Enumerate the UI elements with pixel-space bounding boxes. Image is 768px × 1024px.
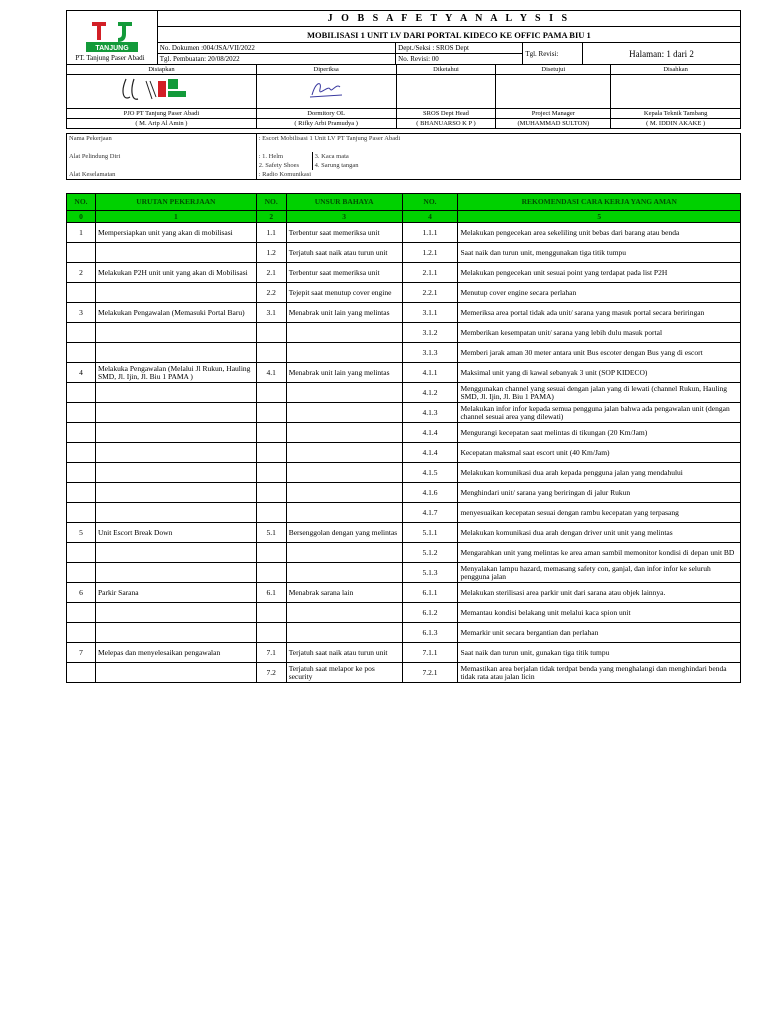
step-text: Melakukan P2H unit unit yang akan di Mobilisasi — [95, 263, 256, 283]
hazard-text: Terbentur saat memeriksa unit — [286, 223, 402, 243]
row-no: 6 — [67, 583, 96, 603]
rec-no: 4.1.4 — [402, 423, 458, 443]
hazard-no: 7.1 — [256, 643, 286, 663]
recommendation-text: Saat naik dan turun unit, menggunakan tiga titik tumpu — [458, 243, 741, 263]
rec-no: 3.1.2 — [402, 323, 458, 343]
name-disahkan: ( M. IDDIN AKAKE ) — [611, 119, 741, 129]
table-row — [67, 403, 741, 423]
table-row — [67, 303, 741, 323]
rec-no: 2.2.1 — [402, 283, 458, 303]
rec-no: 5.1.2 — [402, 543, 458, 563]
step-text: Parkir Sarana — [95, 583, 256, 603]
tgl-revisi: Tgl. Revisi: — [523, 43, 583, 65]
table-row — [67, 643, 741, 663]
table-row — [67, 663, 741, 683]
rec-no: 7.2.1 — [402, 663, 458, 683]
step-text: Mempersiapkan unit yang akan di mobilisasi — [95, 223, 256, 243]
row-no — [67, 383, 96, 403]
hazard-no — [256, 623, 286, 643]
table-row — [67, 243, 741, 263]
step-text — [95, 603, 256, 623]
table-row — [67, 443, 741, 463]
hazard-no — [256, 503, 286, 523]
rec-no: 4.1.5 — [402, 463, 458, 483]
hazard-text: Menabrak unit lain yang melintas — [286, 363, 402, 383]
hazard-text — [286, 403, 402, 423]
row-no — [67, 543, 96, 563]
step-text — [95, 623, 256, 643]
row-no — [67, 503, 96, 523]
recommendation-text: Memberi jarak aman 30 meter antara unit Bus escoter dengan Bus yang di escort — [458, 343, 741, 363]
col-index-4: 4 — [402, 211, 458, 223]
hazard-no: 2.2 — [256, 283, 286, 303]
recommendation-text: Melakukan infor infor kepada semua pengguna jalan bahwa ada pengawalan unit (dengan channel sesuai area yang dilewati) — [458, 403, 741, 423]
hazard-no: 7.2 — [256, 663, 286, 683]
rec-no: 6.1.3 — [402, 623, 458, 643]
role-disetujui: Disetujui — [496, 65, 611, 75]
row-no — [67, 563, 96, 583]
table-row — [67, 503, 741, 523]
row-no — [67, 483, 96, 503]
row-no — [67, 663, 96, 683]
hazard-no — [256, 543, 286, 563]
recommendation-text: Memarkir unit secara bergantian dan perlahan — [458, 623, 741, 643]
recommendation-text: Melakukan pengecekan area sekeliling unit bebas dari barang atau benda — [458, 223, 741, 243]
alat-keselamatan-label: Alat Keselamatan — [67, 170, 257, 180]
col-header-no: NO. — [67, 194, 96, 211]
hazard-no — [256, 443, 286, 463]
recommendation-text: Memantau kondisi belakang unit melalui kaca spion unit — [458, 603, 741, 623]
hazard-text — [286, 323, 402, 343]
step-text: Melakukan Pengawalan (Memasuki Portal Baru) — [95, 303, 256, 323]
position-ktt: Kepala Teknik Tambang — [611, 109, 741, 119]
row-no — [67, 403, 96, 423]
role-diperiksa: Diperiksa — [256, 65, 396, 75]
hazard-text: Menabrak sarana lain — [286, 583, 402, 603]
signature-disiapkan — [67, 75, 257, 109]
hazard-text — [286, 383, 402, 403]
rec-no: 4.1.6 — [402, 483, 458, 503]
hazard-no: 2.1 — [256, 263, 286, 283]
halaman: Halaman: 1 dari 2 — [583, 43, 741, 65]
step-text: Unit Escort Break Down — [95, 523, 256, 543]
table-row — [67, 423, 741, 443]
hazard-no — [256, 343, 286, 363]
col-header-bahaya: UNSUR BAHAYA — [286, 194, 402, 211]
document-subtitle: MOBILISASI 1 UNIT LV DARI PORTAL KIDECO KE OFFIC PAMA BIU 1 — [157, 27, 740, 43]
rec-no: 5.1.3 — [402, 563, 458, 583]
tanjung-logo-icon — [82, 20, 142, 54]
table-row — [67, 583, 741, 603]
signature-diketahui — [396, 75, 496, 109]
position-pjo: PJO PT Tanjung Paser Abadi — [67, 109, 257, 119]
rec-no: 3.1.3 — [402, 343, 458, 363]
hazard-text: Tejepit saat menutup cover engine — [286, 283, 402, 303]
recommendation-text: Menggunakan channel yang sesuai dengan jalan yang di lewati (channel Rukun, Hauling SMD, Jl. Ijin, Jl. Biu 1 PAMA) — [458, 383, 741, 403]
recommendation-text: Memastikan area berjalan tidak terdpat benda yang menghalangi dan menghindari benda tidak rata atau jalan licin — [458, 663, 741, 683]
col-index-3: 3 — [286, 211, 402, 223]
apd-item-1: : 1. Helm — [256, 152, 312, 161]
hazard-no — [256, 383, 286, 403]
rec-no: 1.1.1 — [402, 223, 458, 243]
step-text — [95, 283, 256, 303]
hazard-text: Terbentur saat memeriksa unit — [286, 263, 402, 283]
no-revisi: No. Revisi: 00 — [396, 54, 523, 65]
rec-no: 6.1.2 — [402, 603, 458, 623]
table-row — [67, 463, 741, 483]
hazard-no: 5.1 — [256, 523, 286, 543]
rec-no: 7.1.1 — [402, 643, 458, 663]
hazard-no: 1.1 — [256, 223, 286, 243]
col-index-5: 5 — [458, 211, 741, 223]
table-row — [67, 363, 741, 383]
hazard-text — [286, 483, 402, 503]
rec-no: 5.1.1 — [402, 523, 458, 543]
apd-item-4: 4. Sarung tangan — [312, 161, 740, 170]
apd-label: Alat Pelindung Diri — [67, 152, 257, 161]
hazard-no — [256, 403, 286, 423]
nama-pekerjaan-value: : Escort Mobilisasi 1 Unit LV PT Tanjung Paser Abadi — [256, 134, 740, 144]
col-header-no3: NO. — [402, 194, 458, 211]
rec-no: 4.1.1 — [402, 363, 458, 383]
hazard-no — [256, 463, 286, 483]
rec-no: 4.1.2 — [402, 383, 458, 403]
hazard-text — [286, 343, 402, 363]
recommendation-text: Saat naik dan turun unit, gunakan tiga titik tumpu — [458, 643, 741, 663]
hazard-no — [256, 563, 286, 583]
recommendation-text: Melakukan komunikasi dua arah dengan driver unit unit yang melintas — [458, 523, 741, 543]
step-text — [95, 663, 256, 683]
table-row — [67, 543, 741, 563]
step-text — [95, 403, 256, 423]
name-diperiksa: ( Rifky Arbi Pramudya ) — [256, 119, 396, 129]
hazard-text: Menabrak unit lain yang melintas — [286, 303, 402, 323]
jsa-table — [66, 193, 741, 683]
col-index-0: 0 — [67, 211, 96, 223]
col-header-no2: NO. — [256, 194, 286, 211]
table-row — [67, 343, 741, 363]
hazard-no — [256, 603, 286, 623]
table-row — [67, 223, 741, 243]
role-disiapkan: Disiapkan — [67, 65, 257, 75]
hazard-text — [286, 623, 402, 643]
no-dokumen: No. Dokumen :004/JSA/VII/2022 — [157, 43, 395, 54]
hazard-text: Terjatuh saat naik atau turun unit — [286, 643, 402, 663]
recommendation-text: Memeriksa area portal tidak ada unit/ sarana yang masuk portal secara beriringan — [458, 303, 741, 323]
hazard-no: 6.1 — [256, 583, 286, 603]
table-row — [67, 283, 741, 303]
recommendation-text: Menutup cover engine secara perlahan — [458, 283, 741, 303]
hazard-text — [286, 443, 402, 463]
hazard-text — [286, 503, 402, 523]
table-row — [67, 623, 741, 643]
col-header-rekomendasi: REKOMENDASI CARA KERJA YANG AMAN — [458, 194, 741, 211]
hazard-text: Terjatuh saat melapor ke pos security — [286, 663, 402, 683]
table-row — [67, 603, 741, 623]
position-dormitory: Dormitory OL — [256, 109, 396, 119]
recommendation-text: Menyalakan lampu hazard, memasang safety con, ganjal, dan infor infor ke seluruh pengguna jalan — [458, 563, 741, 583]
row-no — [67, 423, 96, 443]
rec-no: 1.2.1 — [402, 243, 458, 263]
hazard-no — [256, 323, 286, 343]
row-no: 7 — [67, 643, 96, 663]
col-header-urutan: URUTAN PEKERJAAN — [95, 194, 256, 211]
step-text — [95, 243, 256, 263]
row-no: 1 — [67, 223, 96, 243]
hazard-no — [256, 423, 286, 443]
hazard-text — [286, 463, 402, 483]
step-text — [95, 383, 256, 403]
row-no — [67, 463, 96, 483]
role-disahkan: Disahkan — [611, 65, 741, 75]
hazard-text — [286, 563, 402, 583]
position-pm: Project Manager — [496, 109, 611, 119]
signature-diperiksa — [256, 75, 396, 109]
table-subheader-row — [67, 211, 741, 223]
rec-no: 3.1.1 — [402, 303, 458, 323]
row-no — [67, 343, 96, 363]
nama-pekerjaan-label: Nama Pekerjaan — [67, 134, 257, 144]
step-text — [95, 563, 256, 583]
dept-seksi: Dept./Seksi : SROS Dept — [396, 43, 523, 54]
row-no: 2 — [67, 263, 96, 283]
row-no — [67, 283, 96, 303]
signature-disahkan — [611, 75, 741, 109]
apd-item-2: 2. Safety Shoes — [256, 161, 312, 170]
hazard-no — [256, 483, 286, 503]
step-text — [95, 483, 256, 503]
recommendation-text: Melakukan pengecekan unit sesuai point yang terdapat pada list P2H — [458, 263, 741, 283]
position-sros: SROS Dept Head — [396, 109, 496, 119]
step-text — [95, 423, 256, 443]
name-diketahui: ( BHANUARSO K P ) — [396, 119, 496, 129]
step-text — [95, 543, 256, 563]
step-text — [95, 463, 256, 483]
step-text — [95, 343, 256, 363]
row-no — [67, 603, 96, 623]
job-info — [66, 133, 741, 180]
row-no: 4 — [67, 363, 96, 383]
name-disiapkan: ( M. Arip Al Amin ) — [67, 119, 257, 129]
recommendation-text: Menghindari unit/ sarana yang beriringan di jalur Rukun — [458, 483, 741, 503]
rec-no: 4.1.4 — [402, 443, 458, 463]
hazard-no: 1.2 — [256, 243, 286, 263]
signature-block — [66, 64, 741, 129]
row-no — [67, 623, 96, 643]
document-header — [66, 10, 741, 65]
recommendation-text: Mengarahkan unit yang melintas ke area aman sambil memonitor kondisi di depan unit BD — [458, 543, 741, 563]
recommendation-text: Memberikan kesempatan unit/ sarana yang lebih dulu masuk portal — [458, 323, 741, 343]
col-index-1: 1 — [95, 211, 256, 223]
table-row — [67, 483, 741, 503]
hazard-text: Terjatuh saat naik atau turun unit — [286, 243, 402, 263]
alat-keselamatan-value: : Radio Komunikasi — [256, 170, 740, 180]
table-row — [67, 323, 741, 343]
table-header-row — [67, 194, 741, 211]
row-no — [67, 443, 96, 463]
recommendation-text: Melakukan komunikasi dua arah kepada pengguna jalan yang mendahului — [458, 463, 741, 483]
signature-stamp-icon — [106, 75, 216, 103]
table-row — [67, 523, 741, 543]
col-index-2: 2 — [256, 211, 286, 223]
tgl-pembuatan: Tgl. Pembuatan: 20/08/2022 — [157, 54, 395, 65]
table-row — [67, 383, 741, 403]
recommendation-text: Mengurangi kecepatan saat melintas di tikungan (20 Km/Jam) — [458, 423, 741, 443]
recommendation-text: Melakukan sterilisasi area parkir unit dari sarana atau objek lainnya. — [458, 583, 741, 603]
recommendation-text: menyesuaikan kecepatan sesuai dengan rambu kecepatan yang terpasang — [458, 503, 741, 523]
apd-item-3: 3. Kaca mata — [312, 152, 740, 161]
hazard-text: Bersenggolan dengan yang melintas — [286, 523, 402, 543]
rec-no: 2.1.1 — [402, 263, 458, 283]
hazard-no: 4.1 — [256, 363, 286, 383]
name-disetujui: (MUHAMMAD SULTON) — [496, 119, 611, 129]
row-no — [67, 243, 96, 263]
step-text — [95, 323, 256, 343]
hazard-text — [286, 543, 402, 563]
step-text — [95, 503, 256, 523]
hazard-text — [286, 603, 402, 623]
row-no — [67, 323, 96, 343]
signature-icon — [306, 77, 346, 101]
recommendation-text: Maksimal unit yang di kawal sebanyak 3 unit (SOP KIDECO) — [458, 363, 741, 383]
table-row — [67, 263, 741, 283]
document-title: J O B S A F E T Y A N A L Y S I S — [157, 11, 740, 27]
rec-no: 4.1.3 — [402, 403, 458, 423]
hazard-no: 3.1 — [256, 303, 286, 323]
rec-no: 4.1.7 — [402, 503, 458, 523]
role-diketahui: Diketahui — [396, 65, 496, 75]
recommendation-text: Kecepatan maksmal saat escort unit (40 Km/Jam) — [458, 443, 741, 463]
rec-no: 6.1.1 — [402, 583, 458, 603]
row-no: 5 — [67, 523, 96, 543]
table-row — [67, 563, 741, 583]
company-name: PT. Tanjung Paser Abadi — [75, 54, 145, 62]
signature-disetujui — [496, 75, 611, 109]
hazard-text — [286, 423, 402, 443]
step-text: Melakuka Pengawalan (Melalui Jl Rukun, Hauling SMD, Jl. Ijin, Jl. Biu 1 PAMA ) — [95, 363, 256, 383]
step-text: Melepas dan menyelesaikan pengawalan — [95, 643, 256, 663]
logo-text: TANJUNG — [95, 44, 129, 52]
step-text — [95, 443, 256, 463]
row-no: 3 — [67, 303, 96, 323]
